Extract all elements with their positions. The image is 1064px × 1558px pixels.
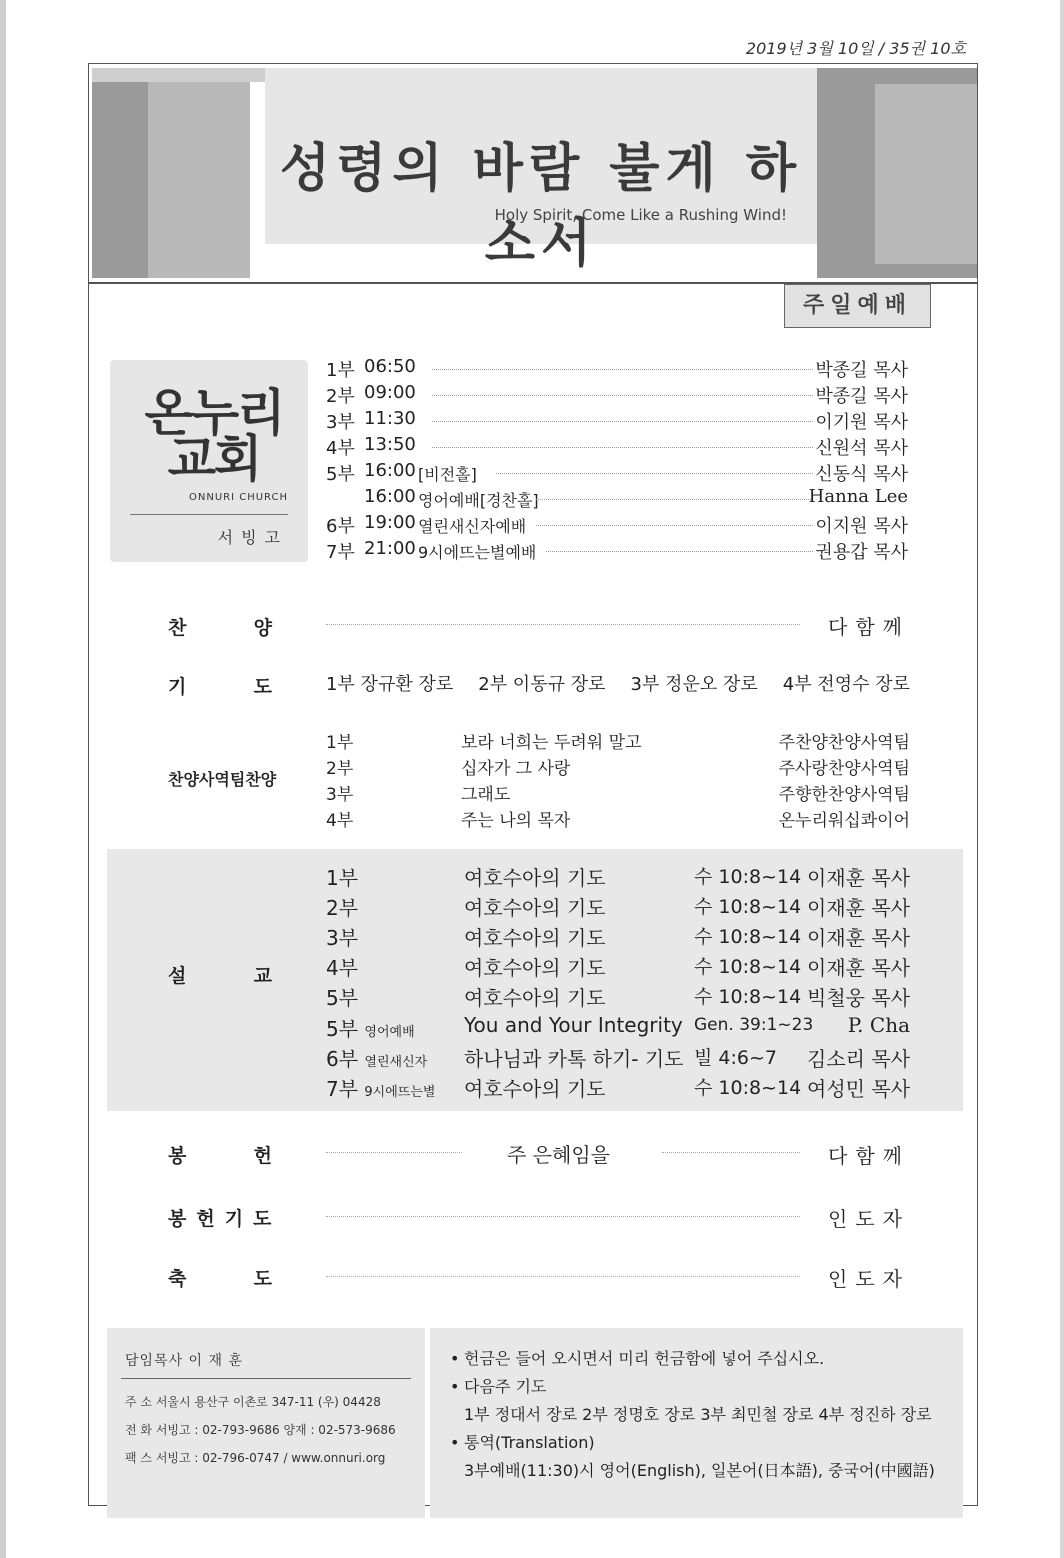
dotted-leader	[326, 1152, 462, 1153]
sermon-verse: 수 10:8~14	[694, 926, 802, 948]
choir-row	[326, 780, 910, 806]
dotted-leader	[536, 499, 813, 500]
choir-team: 온누리워십콰이어	[778, 811, 910, 831]
service-note: 열린새신자예배	[418, 517, 527, 536]
praise-label-a: 찬	[168, 617, 187, 639]
sermon-title: You and Your Integrity	[464, 1013, 683, 1037]
choir-row	[326, 806, 910, 832]
sermon-subservice: 9시에뜨는별	[364, 1085, 436, 1100]
dotted-leader	[432, 421, 813, 422]
church-phone: 전 화 서빙고 : 02-793-9686 양재 : 02-573-9686	[125, 1423, 396, 1437]
sermon-verse: 수 10:8~14	[694, 896, 802, 918]
prayer-list	[326, 670, 910, 696]
choir-row	[326, 728, 910, 754]
choir-song: 주는 나의 목자	[461, 811, 571, 831]
choir-part: 3부	[326, 785, 354, 805]
service-row	[326, 512, 908, 538]
service-pastor: 이기원 목사	[815, 412, 908, 433]
sermon-subservice: 영어예배	[364, 1025, 415, 1040]
sermon-verse: 수 10:8~14	[694, 986, 802, 1008]
banner-title-box	[265, 68, 817, 274]
choir-label: 찬양사역팀찬양	[168, 770, 277, 789]
dotted-leader	[662, 1152, 800, 1153]
service-part: 4부	[326, 438, 355, 459]
dotted-leader	[326, 1276, 800, 1277]
sermon-row	[326, 922, 910, 952]
church-logo	[110, 360, 308, 562]
service-row	[326, 538, 908, 564]
service-part: 2부	[326, 386, 355, 407]
church-info-box	[107, 1328, 425, 1518]
notices-box	[430, 1328, 963, 1518]
sermon-part: 7부	[326, 1077, 359, 1101]
logo-campus: 서빙고	[217, 528, 288, 547]
sermon-verse: Gen. 39:1~23	[694, 1015, 814, 1035]
sermon-preacher: 이재훈 목사	[807, 866, 910, 890]
sermon-row	[326, 1013, 910, 1043]
sermon-label-b: 교	[253, 965, 272, 987]
service-note: [비전홀]	[418, 465, 477, 484]
sermon-verse: 수 10:8~14	[694, 1077, 802, 1099]
sermon-preacher: 이재훈 목사	[807, 956, 910, 980]
service-row	[326, 434, 908, 460]
service-time: 19:00	[364, 512, 416, 533]
notice-text: 헌금은 들어 오시면서 미리 헌금함에 넣어 주십시오.	[464, 1349, 825, 1368]
sermon-part: 5부	[326, 986, 359, 1010]
service-part: 1부	[326, 360, 355, 381]
sermon-preacher: 이재훈 목사	[807, 926, 910, 950]
sermon-title: 여호수아의 기도	[464, 956, 606, 980]
banner-title-ko: 성령의 바람 불게 하소서	[279, 138, 803, 274]
service-pastor: 이지원 목사	[815, 516, 908, 537]
praise-leader: 다함께	[828, 615, 910, 639]
prayer-item: 2부 이동규 장로	[478, 674, 606, 695]
dotted-leader	[326, 1216, 800, 1217]
service-time: 16:00	[364, 486, 416, 507]
choir-part: 4부	[326, 811, 354, 831]
sermon-title: 하나님과 카톡 하기- 기도	[464, 1047, 684, 1071]
sermon-subservice: 열린새신자	[364, 1055, 428, 1070]
notice-item	[450, 1374, 546, 1397]
banner-block-left-light	[148, 82, 250, 278]
dotted-leader	[432, 369, 813, 370]
notice-item	[450, 1430, 595, 1453]
service-row	[326, 460, 908, 486]
sermon-verse: 수 10:8~14	[694, 866, 802, 888]
choir-song: 십자가 그 사랑	[461, 759, 571, 779]
sermon-part: 3부	[326, 926, 359, 950]
sermon-part-group	[326, 1073, 435, 1102]
choir-part: 1부	[326, 733, 354, 753]
service-pastor: 권용갑 목사	[815, 542, 908, 563]
sermon-row	[326, 952, 910, 982]
service-part: 3부	[326, 412, 355, 433]
sermon-title: 여호수아의 기도	[464, 866, 606, 890]
choir-team: 주찬양찬양사역팀	[778, 733, 910, 753]
prayer-item: 3부 정운오 장로	[630, 674, 758, 695]
notice-text: 다음주 기도	[464, 1377, 547, 1396]
service-time: 16:00	[364, 460, 416, 481]
issue-date: 2019년 3월 10일 / 35권 10호	[745, 39, 966, 58]
sermon-title: 여호수아의 기도	[464, 986, 606, 1010]
banner-block-top-left	[92, 68, 265, 82]
sermon-label-a: 설	[168, 965, 187, 987]
service-part: 6부	[326, 516, 355, 537]
service-row	[326, 408, 908, 434]
sermon-part: 2부	[326, 896, 359, 920]
choir-team: 주향한찬양사역팀	[778, 785, 910, 805]
logo-name-ko: 온누리교회	[144, 384, 284, 488]
service-time: 13:50	[364, 434, 416, 455]
service-pastor: 신원석 목사	[815, 438, 908, 459]
offering-prayer-leader: 인도자	[828, 1207, 910, 1231]
notice-text: 통역(Translation)	[464, 1433, 595, 1452]
choir-part: 2부	[326, 759, 354, 779]
sermon-verse: 빌 4:6~7	[694, 1047, 777, 1069]
dotted-leader	[432, 395, 813, 396]
service-row	[326, 486, 908, 512]
offering-song: 주 은혜임을	[507, 1143, 610, 1167]
bullet-icon: •	[450, 1349, 460, 1368]
notice-translation: 3부예배(11:30)시 영어(English), 일본어(日本語), 중국어(中國語)	[464, 1461, 935, 1480]
service-pastor: Hanna Lee	[808, 486, 908, 507]
sermon-preacher: 빅철웅 목사	[807, 986, 910, 1010]
sermon-part: 4부	[326, 956, 359, 980]
banner-block-right-light	[875, 84, 977, 264]
page-edge-left	[0, 0, 6, 1558]
sermon-title: 여호수아의 기도	[464, 926, 606, 950]
info-divider	[121, 1378, 411, 1379]
benediction-leader: 인도자	[828, 1267, 910, 1291]
bullet-icon: •	[450, 1433, 460, 1452]
service-part: 5부	[326, 464, 355, 485]
sermon-part: 5부	[326, 1017, 359, 1041]
sermon-part-group	[326, 1043, 427, 1072]
service-pastor: 박종길 목사	[815, 360, 908, 381]
senior-pastor: 담임목사 이 재 훈	[125, 1353, 244, 1369]
service-pastor: 신동식 목사	[815, 464, 908, 485]
sermon-title: 여호수아의 기도	[464, 1077, 606, 1101]
choir-team: 주사랑찬양사역팀	[778, 759, 910, 779]
logo-divider	[130, 514, 288, 515]
service-note: 영어예배[경찬홀]	[418, 491, 539, 510]
dotted-leader	[546, 551, 813, 552]
dotted-leader	[536, 525, 813, 526]
service-row	[326, 382, 908, 408]
offering-label-a: 봉	[168, 1145, 187, 1167]
choir-song: 보라 너희는 두려워 말고	[461, 733, 642, 753]
sermon-title: 여호수아의 기도	[464, 896, 606, 920]
sermon-preacher: 이재훈 목사	[807, 896, 910, 920]
sermon-preacher: 여성민 목사	[807, 1077, 910, 1101]
praise-label-b: 양	[253, 617, 272, 639]
service-time: 06:50	[364, 356, 416, 377]
service-part: 7부	[326, 542, 355, 563]
sermon-row	[326, 1043, 910, 1073]
sermon-part-group	[326, 1013, 415, 1042]
church-fax: 팩 스 서빙고 : 02-796-0747 / www.onnuri.org	[125, 1451, 386, 1465]
notice-next-prayer: 1부 정대서 장로 2부 정명호 장로 3부 최민철 장로 4부 정진하 장로	[464, 1405, 932, 1424]
sermon-preacher: 김소리 목사	[807, 1047, 910, 1071]
sermon-row	[326, 862, 910, 892]
notice-item	[450, 1346, 824, 1369]
benediction-label-b: 도	[253, 1268, 272, 1290]
sunday-worship-tab: 주일예배	[784, 284, 931, 328]
dotted-leader	[496, 473, 813, 474]
sermon-row	[326, 892, 910, 922]
service-time: 21:00	[364, 538, 416, 559]
prayer-label-b: 도	[253, 676, 272, 698]
choir-song: 그래도	[461, 785, 511, 805]
sermon-verse: 수 10:8~14	[694, 956, 802, 978]
prayer-label-a: 기	[168, 676, 187, 698]
service-pastor: 박종길 목사	[815, 386, 908, 407]
benediction-label-a: 축	[168, 1268, 187, 1290]
sermon-part: 6부	[326, 1047, 359, 1071]
prayer-item: 4부 전영수 장로	[782, 674, 910, 695]
choir-row	[326, 754, 910, 780]
service-note: 9시에뜨는별예배	[418, 543, 537, 562]
service-row	[326, 356, 908, 382]
sermon-part: 1부	[326, 866, 359, 890]
offering-leader: 다함께	[828, 1144, 910, 1168]
prayer-item: 1부 장규환 장로	[326, 674, 454, 695]
sermon-row	[326, 1073, 910, 1103]
dotted-leader	[326, 624, 800, 625]
page-edge-right	[1060, 0, 1064, 1558]
church-address: 주 소 서울시 용산구 이촌로 347-11 (우) 04428	[125, 1395, 381, 1409]
sermon-preacher: P. Cha	[847, 1013, 910, 1037]
offering-prayer-label: 봉헌기도	[168, 1208, 282, 1230]
logo-name-en: ONNURI CHURCH	[188, 492, 288, 503]
service-time: 11:30	[364, 408, 416, 429]
banner-title-en: Holy Spirit, Come Like a Rushing Wind!	[494, 206, 787, 224]
bullet-icon: •	[450, 1377, 460, 1396]
sermon-row	[326, 982, 910, 1012]
dotted-leader	[432, 447, 813, 448]
service-time: 09:00	[364, 382, 416, 403]
offering-label-b: 헌	[253, 1145, 272, 1167]
